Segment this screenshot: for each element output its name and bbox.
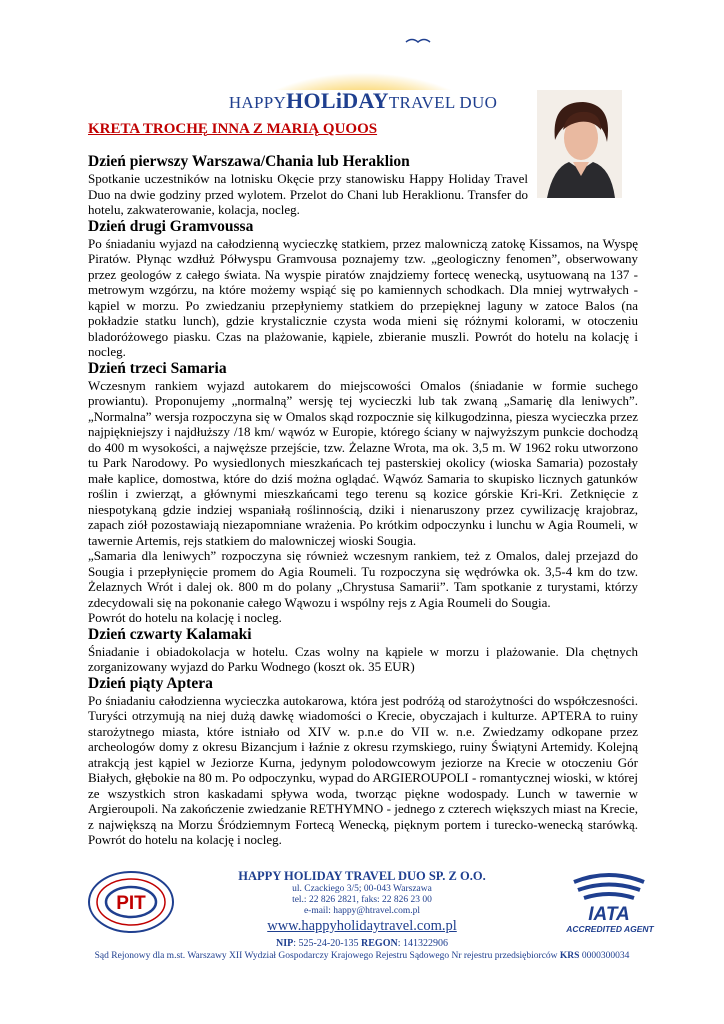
day-3: [88, 360, 638, 626]
bird-icon: [406, 40, 430, 43]
day-heading: Dzień pierwszy Warszawa/Chania lub Heraklion: [88, 153, 410, 170]
day-text: Powrót do hotelu na kolację i nocleg.: [88, 610, 282, 625]
footer-court-registry: Sąd Rejonowy dla m.st. Warszawy XII Wydział Gospodarczy Krajowego Rejestru Sądowego Nr rejestru przedsiębiorców KRS 0000300034: [94, 951, 630, 961]
svg-text:IATA: IATA: [588, 904, 630, 924]
day-text: Wczesnym rankiem wyjazd autokarem do miejscowości Omalos (śniadanie w formie suchego prowiantu). Proponujemy „normalną” wersję tej wycieczki lub tak zwaną „Samarię dla leniwych”. „Normalna” wersja rozpoczyna się w Omalos skąd rozpocznie się kilkugodzinna, piesza wycieczka przez najpiękniejszy i najdłuższy /18 km/ wąwóz w Europie, którego ściany w najwyższym punkcie dochodzą do 400 m wysokości, a najwęższe przejście, tzw. Żelazne Wrota, ma ok. 3,5 m. W 1962 roku utworzono tu Park Narodowy. Po wysiedlonych mieszkańcach tej pasterskiej okolicy (wioska Samaria) pozostały małe kaplice, domostwa, które do dziś można oglądać. Wąwóz Samaria to skupisko licznych gatunków roślin i zwierząt, a głównymi mieszkańcami tego terenu są kozice górskie Kri-Kri. Zetknięcie z niespotykaną gdzie indziej wspaniałą roślinnością, dziki i nienaruszony przez cywilizację krajobraz, zapach ziół pozostawiają niezapomniane wrażenia. Po krótkim odpoczynku i lunchu w Agia Roumeli, w tawernie Artemis, rejs statkiem do malowniczej wioski Sougia.: [88, 377, 638, 548]
svg-text:PIT: PIT: [116, 893, 146, 914]
footer-address: ul. Czackiego 3/5; 00-043 Warszawa: [292, 884, 432, 894]
day-heading: Dzień drugi Gramvoussa: [88, 217, 254, 235]
company-logo: [228, 30, 498, 114]
day-1: [88, 153, 638, 218]
day-text: Po śniadaniu całodzienna wycieczka autokarowa, która jest podróżą od starożytności do współczesności. Turyści otrzymują na niej dużą dawkę wiadomości o Krecie, obyczajach i kulturze. APTERA to ruiny starożytnego miasta, które istniało od XIV w. p.n.e do VII w. n.e. Zwiedzamy odkopane przez archeologów domy z okresu Bizancjum i łaźnie z okresu rzymskiego, ruiny Świątyni Artemidy. Kolejną atrakcją jest kąpiel w Jeziorze Kurna, jedynym polodowcowym jeziorze na Krecie w otoczeniu Gór Białych, głębokie na 80 m. Po odpoczynku, wypad do ARGIEROUPOLI - romantycznej wioski, w której ze wszystkich stron kaskadami spływa woda, tworząc piękne wodospady. Lunch w tawernie w Argieroupoli. Na zakończenie zwiedzanie RETHYMNO - jednego z czterech większych miast na Krecie, z największą na Morzu Śródziemnym Fortecą Wenecką, pięknym portem i turecko-wenecką starówką. Powrót do hotelu na kolację i nocleg.: [88, 692, 638, 847]
footer-company: HAPPY HOLIDAY TRAVEL DUO SP. Z O.O.: [238, 869, 486, 883]
footer-nip-regon: NIP: 525-24-20-135 REGON: 141322906: [276, 938, 448, 949]
logo-text: HAPPYHOLiDAYTRAVEL DUO: [228, 88, 498, 113]
sun-logo-graphic: [228, 30, 498, 90]
day-heading: Dzień trzeci Samaria: [88, 359, 227, 377]
day-heading: Dzień piąty Aptera: [88, 674, 213, 692]
day-text: Spotkanie uczestników na lotnisku Okęcie przy stanowisku Happy Holiday Travel Duo na dwie godziny przed wylotem. Przelot do Chani lub Heraklionu. Transfer do hotelu, zakwaterowanie, kolacja, nocleg.: [88, 171, 528, 217]
footer-website-link[interactable]: www.happyholidaytravel.com.pl: [267, 918, 457, 934]
day-4: [88, 626, 638, 675]
day-heading: Dzień czwarty Kalamaki: [88, 625, 252, 643]
itinerary: [88, 153, 638, 848]
footer-phone: tel.: 22 826 2821, faks: 22 826 23 00: [292, 895, 432, 905]
day-text: Po śniadaniu wyjazd na całodzienną wycieczkę statkiem, przez malowniczą zatokę Kissamos, na Wyspę Piratów. Płynąc wzdłuż Półwyspu Gramvousa poznajemy tzw. „geologiczny fenomen”, obserwowany przez geologów z całego świata. Na wyspie piratów znajdziemy fortecę wenecką, usytuowaną na 137 - metrowym wzgórzu, na które możemy wspiąć się po kamiennych schodkach. Dla mniej wytrwałych - kąpiel w morzu. Po zwiedzaniu przepłyniemy statkiem do przepięknej laguny w zatoce Balos (na pokładzie statku lunch), gdzie krystalicznie czysta woda mieni się różnymi kolorami, w otoczeniu bladoróżowego piasku. Czas na plażowanie, kąpiele, zbieranie muszli. Powrót do hotelu na kolację i nocleg.: [88, 235, 638, 359]
page-title: KRETA TROCHĘ INNA Z MARIĄ QUOOS: [88, 121, 378, 137]
day-text: Śniadanie i obiadokolacja w hotelu. Czas wolny na kąpiele w morzu i plażowanie. Dla chętnych zorganizowany wyjazd do Parku Wodnego (koszt ok. 35 EUR): [88, 643, 638, 674]
iata-caption: ACCREDITED AGENT: [566, 924, 654, 934]
day-text: „Samaria dla leniwych” rozpoczyna się również wczesnym rankiem, też z Omalos, dalej przejazd do Sougia i przepłynięcie promem do Agia Roumeli. Tu rozpoczyna się wędrówka ok. 3,5-4 km do tzw. Żelaznych Wrót i dalej ok. 800 m do polany „Chrystusa Samarii”. Tam spotkanie z turystami, którzy zdecydowali się na pokonanie całego Wąwozu i wspólny rejs z Agia Roumeli do Sougia.: [88, 548, 638, 610]
day-2: [88, 218, 638, 360]
footer-email: e-mail: happy@htravel.com.pl: [303, 906, 421, 916]
day-5: [88, 675, 638, 848]
